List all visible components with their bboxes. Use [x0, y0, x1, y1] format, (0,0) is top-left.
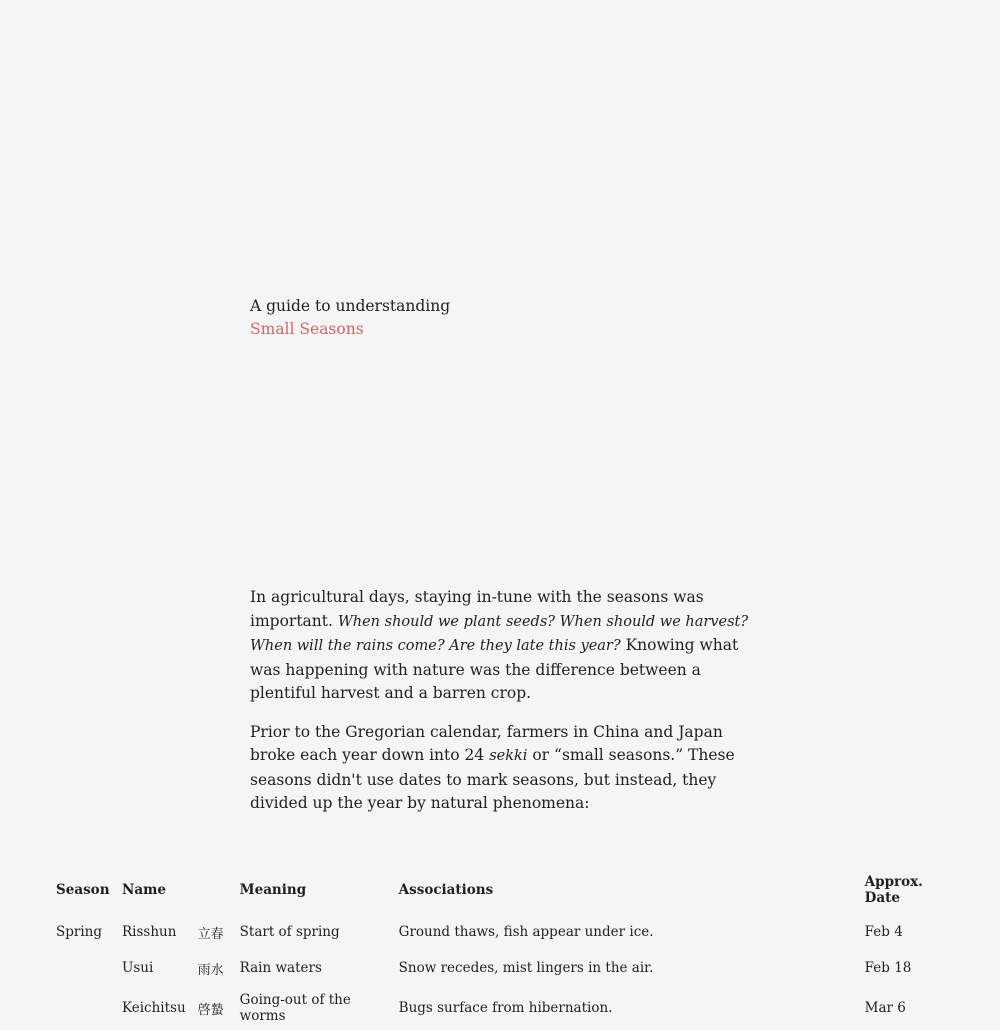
cell-associations: Bugs surface from hibernation.: [398, 1000, 613, 1016]
cell-season: [50, 950, 116, 986]
cell-name: Usui: [122, 960, 154, 976]
cell-meaning: Going-out of the worms: [239, 992, 351, 1024]
intro-p1-text-b: Knowing what was happening with nature was the difference between a plentiful harvest and a barren crop.: [250, 636, 739, 702]
seasons-table: [50, 866, 950, 1030]
intro-paragraph-1: [250, 586, 760, 706]
hero-title: [250, 295, 450, 341]
table-row: [50, 986, 950, 1030]
table-header-row: [50, 866, 950, 914]
intro-p2-sekki: sekki: [489, 748, 528, 764]
hero-subtitle: A guide to understanding: [250, 297, 451, 315]
cell-kanji: 啓蟄: [197, 1002, 224, 1018]
header-associations: Associations: [398, 882, 494, 898]
intro-p2-text-a: Prior to the Gregorian calendar, farmers in China and Japan broke each year down into 24: [250, 722, 723, 764]
cell-associations: Ground thaws, fish appear under ice.: [398, 924, 654, 940]
cell-name: Keichitsu: [122, 1000, 186, 1016]
cell-meaning: Rain waters: [239, 960, 322, 976]
table-row: [50, 950, 950, 986]
intro-paragraph-2: [250, 721, 760, 816]
intro-p2-text-b: or “small seasons.” These seasons didn't use dates to mark seasons, but instead, they divided up the year by natural phenomena:: [250, 746, 735, 812]
cell-kanji: 雨水: [197, 962, 224, 978]
intro-p1-text-a: In agricultural days, staying in-tune with the seasons was important.: [250, 588, 704, 630]
header-meaning: Meaning: [239, 882, 307, 898]
table-row: [50, 914, 950, 950]
header-name: Name: [122, 882, 166, 898]
header-season: Season: [56, 882, 110, 898]
intro-text: [250, 586, 760, 831]
cell-date: Feb 18: [864, 960, 912, 976]
cell-meaning: Start of spring: [239, 924, 340, 940]
cell-name: Risshun: [122, 924, 177, 940]
hero-title-accent: Small Seasons: [250, 320, 364, 338]
cell-date: Feb 4: [864, 924, 903, 940]
header-kanji: [192, 866, 234, 914]
intro-p1-questions: When should we plant seeds? When should we harvest? When will the rains come? Are they late this year?: [250, 613, 749, 654]
cell-season: [50, 986, 116, 1030]
cell-associations: Snow recedes, mist lingers in the air.: [398, 960, 654, 976]
cell-season: Spring: [56, 924, 102, 940]
header-date: Approx. Date: [864, 874, 923, 906]
cell-date: Mar 6: [864, 1000, 906, 1016]
cell-kanji: 立春: [197, 926, 224, 942]
